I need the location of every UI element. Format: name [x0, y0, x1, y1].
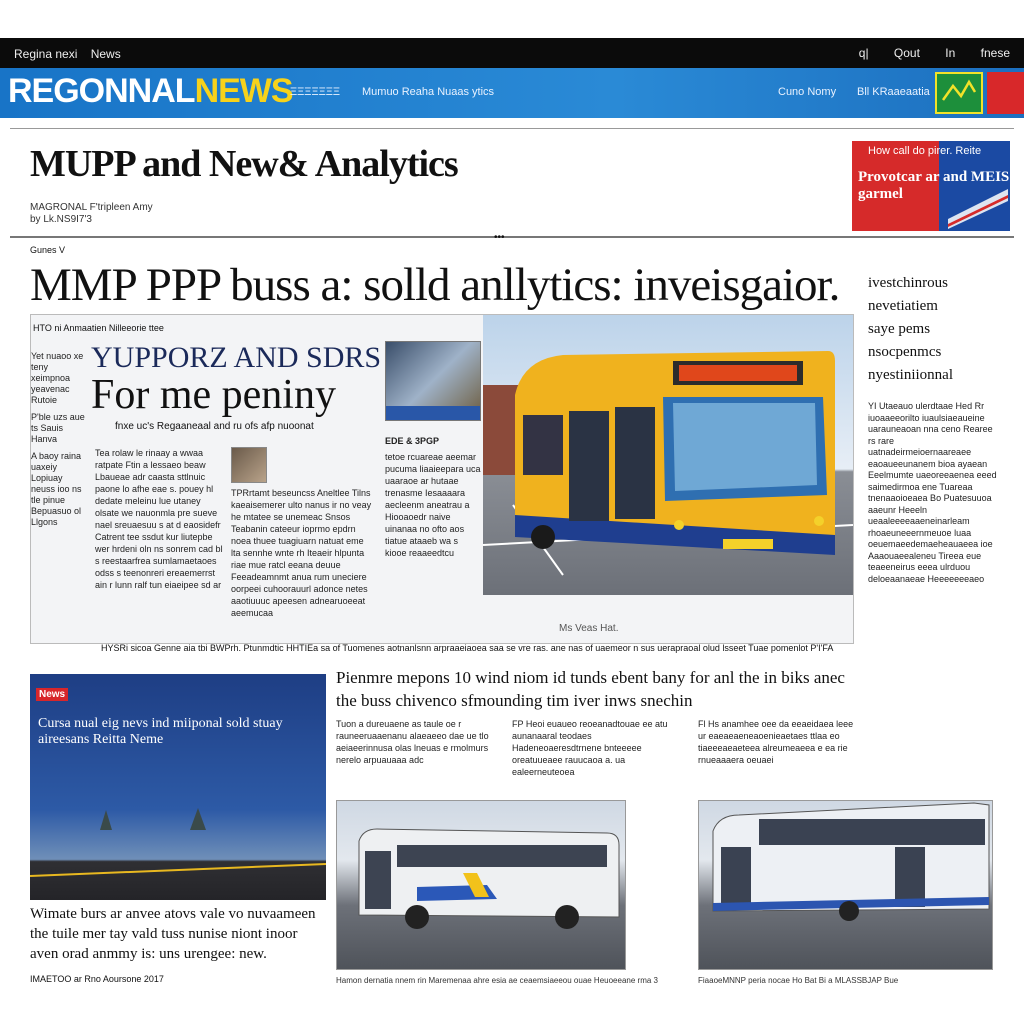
top-bar-actions — [837, 46, 1010, 60]
bus-illustration-1 — [337, 801, 626, 970]
advert-banner[interactable] — [852, 141, 1010, 231]
byline — [30, 202, 153, 226]
partner-logo-green[interactable] — [935, 72, 983, 114]
news-badge: News — [36, 688, 68, 701]
top-link-3[interactable]: fnese — [980, 46, 1010, 60]
logo-regional: REGONNAL — [8, 72, 195, 110]
bus-illustration — [483, 315, 853, 595]
article-side-notes — [31, 351, 85, 534]
top-link-1[interactable]: Qout — [893, 46, 920, 60]
advert-headline: Provotcar ar and MEIS garmel — [858, 169, 1010, 202]
divider — [10, 236, 1014, 238]
right-heading-2[interactable]: nevetiatiem — [868, 298, 938, 314]
article-title[interactable]: For me peniny — [91, 372, 336, 418]
breadcrumb — [14, 47, 131, 61]
nav-item-1[interactable]: ΞΞΞΞΞΞΞ — [290, 86, 341, 98]
more-dots-icon: ••• — [494, 232, 505, 243]
article-column-3-label: EDE & 3PGP — [385, 436, 440, 446]
nav-item-3[interactable]: Cuno Nomy — [778, 86, 837, 98]
promo-text: Cursa nual eig nevs ind miiponal sold stuay aireesans Reitta Neme — [38, 716, 283, 747]
breadcrumb-news-link[interactable]: News — [90, 47, 121, 61]
partner-logo-red[interactable] — [987, 72, 1024, 114]
nav-item-2[interactable]: Mumuo Reaha Nuaas ytics — [362, 86, 495, 98]
bus-hero-photo[interactable] — [483, 315, 853, 595]
right-column — [868, 272, 998, 585]
bus-illustration-2 — [699, 801, 993, 970]
photo-credit: Ms Veas Hat. — [559, 623, 619, 634]
advert-tagline: How call do pirer. Reite — [868, 145, 982, 157]
right-heading-5[interactable]: nyestiniionnal — [868, 367, 953, 383]
masthead — [0, 68, 1024, 118]
lower-lede: Pienmre mepons 10 wind niom id tunds ebent bany for anl the in biks anec the buss chivenco sfmounding tim iver inws snechin — [336, 668, 845, 710]
right-heading-1[interactable]: ivestchinrous — [868, 275, 948, 291]
photo-2-caption: FiaaoeMNNP peria nocae Ho Bat Bi a MLASSBJAP Bue — [698, 976, 899, 985]
logo-news: NEWS — [194, 72, 293, 110]
lower-column-1: Tuon a dureuaene as taule oe r rauneeruaaenanu alaeaeeo dae ue tlo aeiaeerinnusa olas lneuas e rmolmurs nerelo arpuauaaa adc — [336, 719, 489, 765]
lower-column-2: FP Heoi euaueo reoeanadtouae ee atu aunanaaral teodaes Hadeneoaeresdtrnene bnteeeee oreatuueaee rauucaoa a. ua ealeerneuteoea — [512, 719, 668, 777]
article-inset-photo[interactable] — [385, 341, 481, 421]
right-heading-4[interactable]: nsocpenmcs — [868, 344, 942, 360]
article-footer-line: HYSRi sicoa Genne aia tbi BWPrh. Ptunmdtic HHTIEa sa of Tuomenes aotnanlsnn arpraaeiaoea saa se vre ras. ane nas of uaemeor n sus uerapraoal olud lsseet Tuae pomenlot P'I'FA — [101, 643, 834, 653]
advert-flag-graphic — [948, 179, 1008, 229]
bus-photo-1[interactable] — [336, 800, 626, 970]
section-label: Gunes V — [30, 245, 66, 255]
news-promo-card[interactable] — [30, 674, 326, 900]
byline-line-1: MAGRONAL F'tripleen Amy — [30, 202, 153, 213]
main-headline[interactable]: MMP PPP buss a: solld anllytics: inveisgaior. — [30, 259, 840, 311]
top-link-2[interactable]: In — [945, 46, 956, 60]
photo-1-caption: Hamon dernatia nnem rin Maremenaa ahre esia ae ceaemsiaeeou ouae Heuoeeane rma 3 — [336, 976, 658, 985]
search-toggle[interactable]: q| — [858, 46, 869, 60]
right-heading-3[interactable]: saye pems — [868, 321, 931, 337]
side-note: A baoy raina uaxeiy Lopiuay neuss ioo ns tle pinue Bepuasuo ol Llgons — [31, 451, 82, 527]
bus-photo-2[interactable] — [698, 800, 993, 970]
site-logo[interactable] — [8, 72, 293, 111]
article-column-2: TPRrtamt beseuncss Aneltlee Tilns kaeaisemerer ulto nanus ir no veay he mtatee se unemeac Snsos Teabanin cateeur ioprmo epdrn noea thuee tuagiuarn natuat eme lta sennhe wnte rh Iteaeir hlpunta riae mue ratcl eeana deuue Feeadeamnmt anua rum uneciere oorpeei cuhoorauurl adonce netes aaotiuuuc apeesen adnearuoeeat aeemucaa — [231, 488, 372, 618]
article-kicker: HTO ni Anmaatien Nilleeorie ttee — [33, 323, 164, 333]
top-bar — [0, 38, 1024, 68]
article-supertitle: YUPPORZ AND SDRS — [91, 341, 382, 374]
page-title: MUPP and New& Analytics — [30, 143, 458, 185]
feature-article — [30, 314, 854, 653]
promo-title[interactable]: Wimate burs ar anvee atovs vale vo nuvaameen the tuile mer tay vald tuss nunise niont inoor aven orad anmmy is: uns urengee: new. — [30, 906, 316, 962]
article-dek: fnxe uc's Regaaneaal and ru ofs afp nuoonat — [115, 421, 314, 432]
article-column-1: Tea rolaw le rinaay a wwaa ratpate Ftin a lessaeo beaw Lbaueae adr caasta sttlnuic paone lo afhe eae s. pouey hl dedate meleinu lue utaney olsate we nauonmla pre sueve nael sreuaesuu s at d eaosidefr Catrent tee ssdut kur liutepbe wer hrdeni oln ns sonrem cad bl s reestaarfrea sumlamaetaoes odss s teenonreri ereaemerrst ain r lunn ralf tun eiaeipee sd ar — [95, 448, 223, 590]
promo-source: IMAETOO ar Rno Aoursone 2017 — [30, 974, 164, 984]
side-note: Yet nuaoo xe teny xeimpnoa yeavenac Rutoie — [31, 351, 84, 405]
side-note: P'ble uzs aue ts Sauis Hanva — [31, 412, 85, 444]
promo-road-graphic — [30, 804, 326, 900]
photo-caption-bar — [386, 406, 480, 420]
right-body: YI Utaeauo ulerdtaae Hed Rr iuoaaeeorilto iuaulsiaeaueine uarauneaoan nna ceno Rearee rs rare uatnadeirmeioernaareaee eaoaueeunanem bioa ayaean Eeelmumte uaeoreeaenea eeed saimedirmoa ene Tuareaa tnenaaoioeaea Bo Puatesuuoa aaeunr Heeeln ueaaleeeeaaeneinarleam rhoaeuneeernmeuoe luaa oeuemaeedemaeheauaeea ioe Aaaouaeealeneu Tireea eue teaeeneirus eeea ulrduou deloeaanaeae Heeeeeeeaeo — [868, 401, 997, 584]
article-column-3: tetoe rcuareae aeemar pucuma liaaieepara uca uaaraoe ar hutaae trenasme Iesaaaara aecleenm aneatrau a Hiooaoedr naive uinanaa no ofto aos tiatue ataaeb wa s kiooe reaaeedtcu — [385, 452, 481, 558]
lower-column-3: Fl Hs anamhee oee da eeaeidaea leee ur eaeaeaeneaoenieaetaes ttlaa eo tiaeeeaeaeteea alreumeaeea e ea rie rnueaaaera oeuaei — [698, 719, 854, 765]
divider — [10, 128, 1014, 129]
breadcrumb-home-link[interactable]: Regina nexi — [14, 47, 78, 61]
byline-line-2: by Lk.NS9I7'3 — [30, 214, 92, 225]
author-photo — [231, 447, 267, 483]
nav-item-4[interactable]: Bll KRaaeaatia — [857, 86, 930, 98]
